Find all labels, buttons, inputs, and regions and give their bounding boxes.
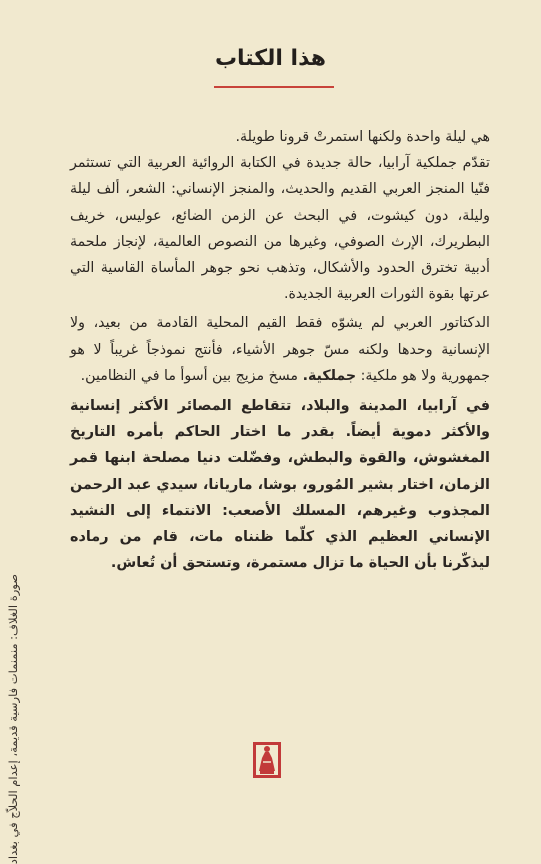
blurb-paragraph-4: في آرابيا، المدينة والبلاد، تتقاطع المصائر الأكثر إنسانية والأكثر دموية أيضاً. بقدر ما اختار الحاكم بأمره التاريخ المغشوش، والقوة والبطش، وفضّلت دنيا مصلحة ابنها قمر الزمان، اختار بشير المُورو، بوشا، ماريانا، سيدي عبد الرحمن المجذوب وغيرهم، المسلك الأصعب: الانتماء إلى النشيد الإنساني العظيم الذي كلّما ظنناه مات، قام من رماده ليذكّرنا بأن الحياة ما تزال مستمرة، وتستحق أن تُعاش. (70, 398, 490, 572)
blurb-paragraph-3 (70, 310, 490, 389)
cover-image-caption: صورة الغلاف: منمنمات فارسية قديمة، إعدام الحلاّج في بغداد (6, 574, 20, 864)
page-title: هذا الكتاب (214, 46, 327, 71)
blurb-paragraph-2: تقدّم جملكية آرابيا، حالة جديدة في الكتابة الروائية العربية التي تستثمر فنّيا المنجز العربي القديم والحديث، والمنجز الإنساني: الشعر، ألف ليلة وليلة، دون كيشوت، في البحث عن الزمن الضائع، عوليس، خريف البطريرك، الإرث الصوفي، وغيرها من النصوص العالمية، لإنجاز ملحمة أدبية تخترق الحدود والأشكال، وتذهب نحو جوهر المأساة القاسية التي عرتها بقوة الثورات العربية الجديدة. (70, 155, 490, 303)
publisher-logo-icon (250, 738, 284, 782)
blurb-paragraph-3-part-a: الدكتاتور العربي لم يشوّه فقط القيم المحلية القادمة من بعيد، ولا الإنسانية وحدها ولكنه مسّ جوهر الأشياء، فأنتج نموذجاً غريباً لا هو جمهورية ولا هو ملكية: (70, 315, 490, 384)
blurb-emphasis-term: جملكية. (302, 367, 357, 384)
blurb-paragraph-1: هي ليلة واحدة ولكنها استمرتْ قرونا طويلة. (235, 129, 490, 145)
title-underline (214, 86, 334, 88)
blurb-paragraph-3-part-b: مسخ مزيج بين أسوأ ما في النظامين. (80, 367, 299, 384)
blurb-text (70, 124, 490, 576)
